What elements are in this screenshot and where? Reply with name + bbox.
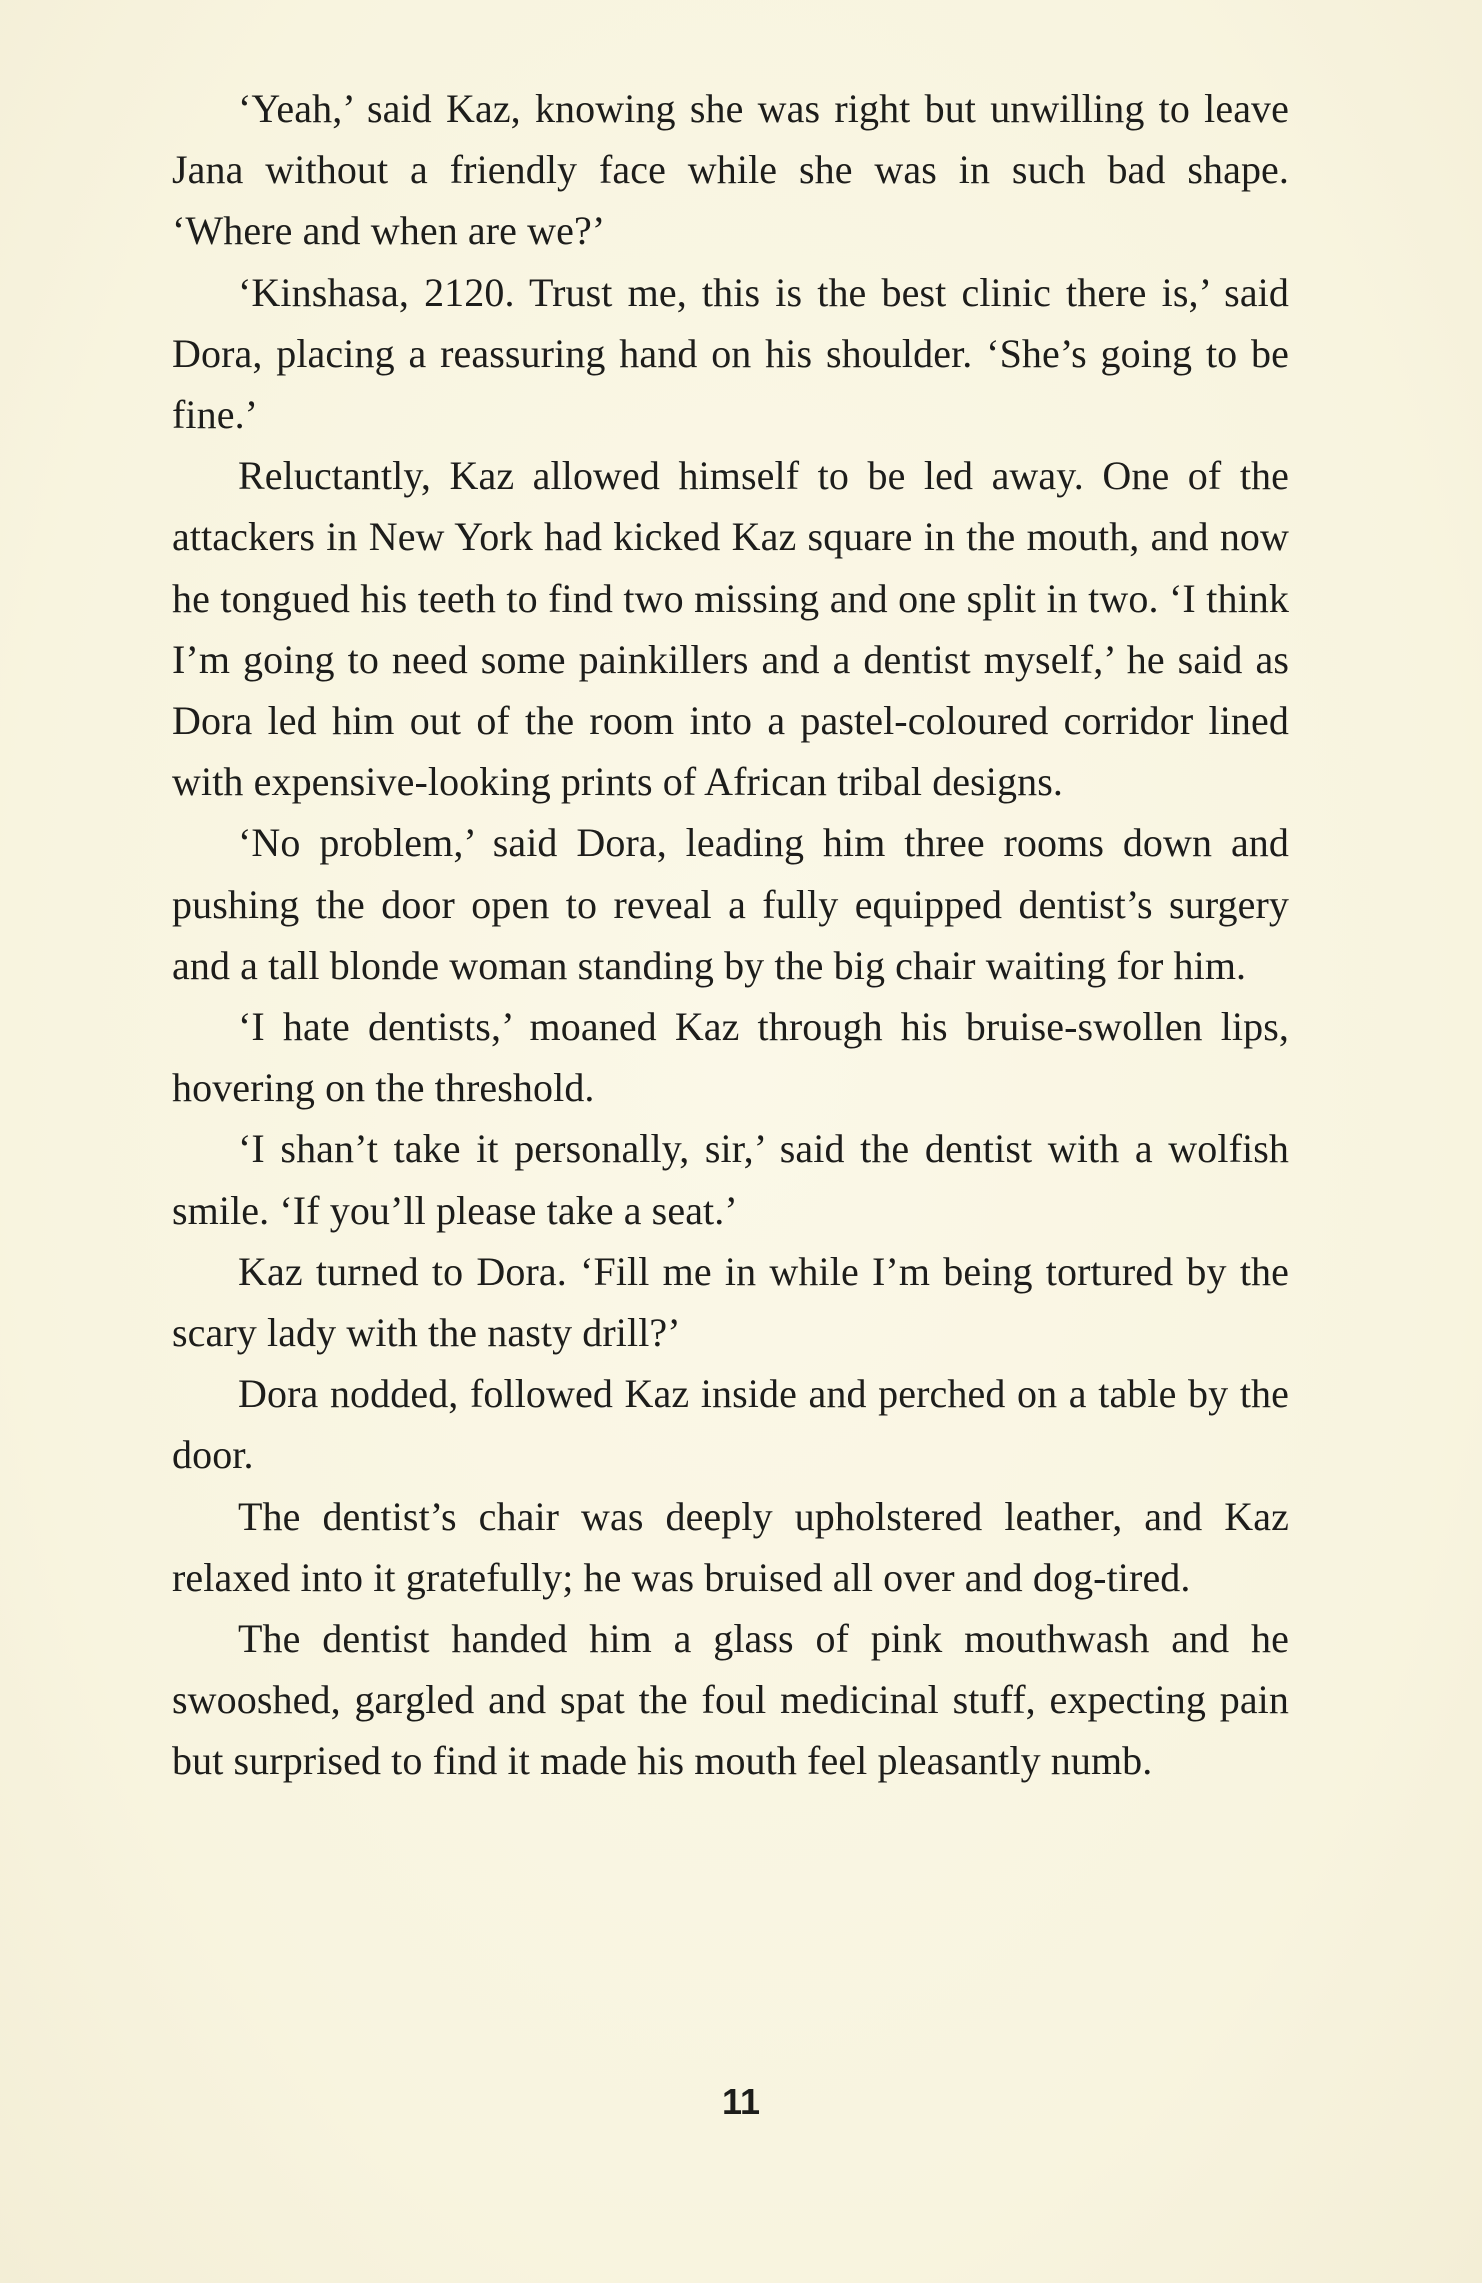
paragraph: ‘I hate dentists,’ moaned Kaz through his bruise-swollen lips, hovering on the threshold. bbox=[172, 1004, 1289, 1111]
paragraph: The dentist handed him a glass of pink mouthwash and he swooshed, gargled and spat the foul medicinal stuff, expecting pain but surprised to find it made his mouth feel pleasantly numb. bbox=[172, 1616, 1289, 1784]
paragraph: Kaz turned to Dora. ‘Fill me in while I’m being tortured by the scary lady with the nasty drill?’ bbox=[172, 1248, 1289, 1356]
paragraph: The dentist’s chair was deeply upholstered leather, and Kaz relaxed into it gratefully; he was bruised all over and dog-tired. bbox=[172, 1493, 1289, 1600]
paragraph: ‘I shan’t take it personally, sir,’ said the dentist with a wolfish smile. ‘If you’ll please take a seat.’ bbox=[172, 1126, 1289, 1233]
paragraph: Reluctantly, Kaz allowed himself to be led away. One of the attackers in New York had kicked Kaz square in the mouth, and now he tongued his teeth to find two missing and one split in two. ‘I think I’m going to need some painkillers and a dentist myself,’ he said as Dora led him out of the room into a pastel-coloured corridor lined with expensive-looking prints of African tribal designs. bbox=[172, 453, 1289, 805]
paragraph: Dora nodded, followed Kaz inside and perched on a table by the door. bbox=[172, 1371, 1289, 1478]
paragraph: ‘Kinshasa, 2120. Trust me, this is the best clinic there is,’ said Dora, placing a reassuring hand on his shoulder. ‘She’s going to be fine.’ bbox=[172, 269, 1289, 438]
paragraph: ‘No problem,’ said Dora, leading him three rooms down and pushing the door open to reveal a fully equipped dentist’s surgery and a tall blonde woman standing by the big chair waiting for him. bbox=[172, 820, 1289, 988]
body-text bbox=[172, 78, 1289, 1792]
page-number: 11 bbox=[721, 2081, 761, 2122]
paragraph: ‘Yeah,’ said Kaz, knowing she was right but unwilling to leave Jana without a friendly face while she was in such bad shape. ‘Where and when are we?’ bbox=[172, 86, 1289, 254]
